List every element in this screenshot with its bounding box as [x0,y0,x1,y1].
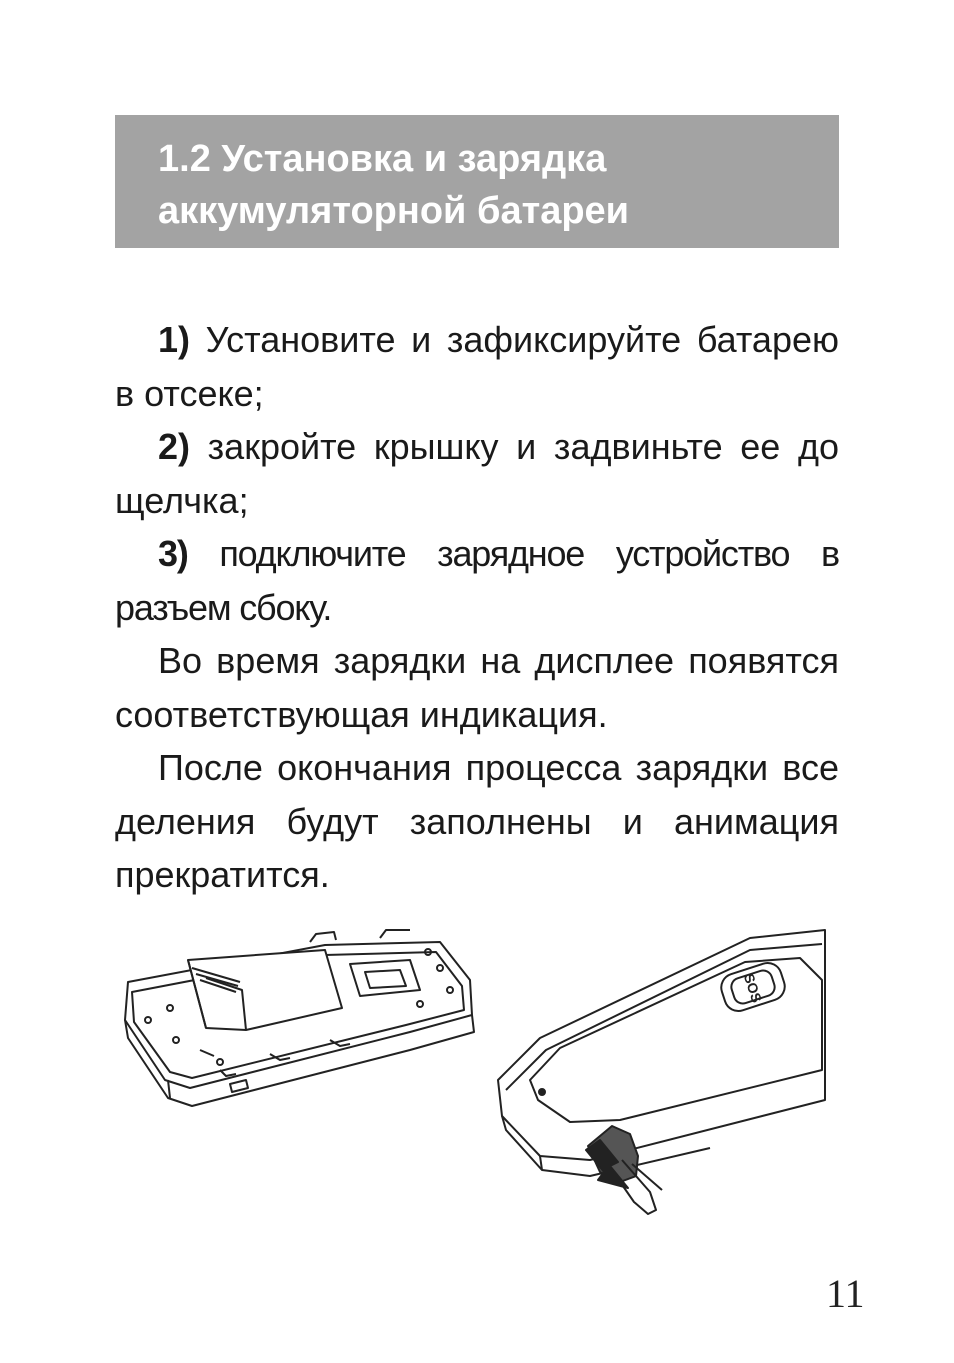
step-text: Установите и зафиксируйте батарею в отсеке; [115,319,839,414]
step-number: 2) [158,426,191,467]
charging-complete-paragraph: После окончания процесса зарядки все деления будут заполнены и анимация прекратится. [115,747,839,895]
charging-indication-paragraph: Во время зарядки на дисплее появятся соответствующая индикация. [115,640,839,735]
section-title-line-1: 1.2 Установка и зарядка [158,138,607,180]
figures [110,920,840,1220]
section-title-line-2: аккумуляторной батареи [158,190,630,232]
charger-connection-illustration [498,930,825,1214]
step-text: закройте крышку и задвиньте ее до щелчка; [115,426,839,521]
step-text: подключите зарядное устройство в разъем сбоку. [115,533,839,628]
page-number: 11 [826,1271,865,1316]
illustrations-svg [110,920,840,1220]
step-number: 3) [158,533,188,574]
sos-label: SOS [740,971,766,1005]
instructions-body [115,313,839,902]
step-3 [115,527,839,634]
step-number: 1) [158,319,191,360]
battery-insertion-illustration [125,930,474,1106]
section-heading [115,115,839,248]
step-1 [115,313,839,420]
step-2 [115,420,839,527]
